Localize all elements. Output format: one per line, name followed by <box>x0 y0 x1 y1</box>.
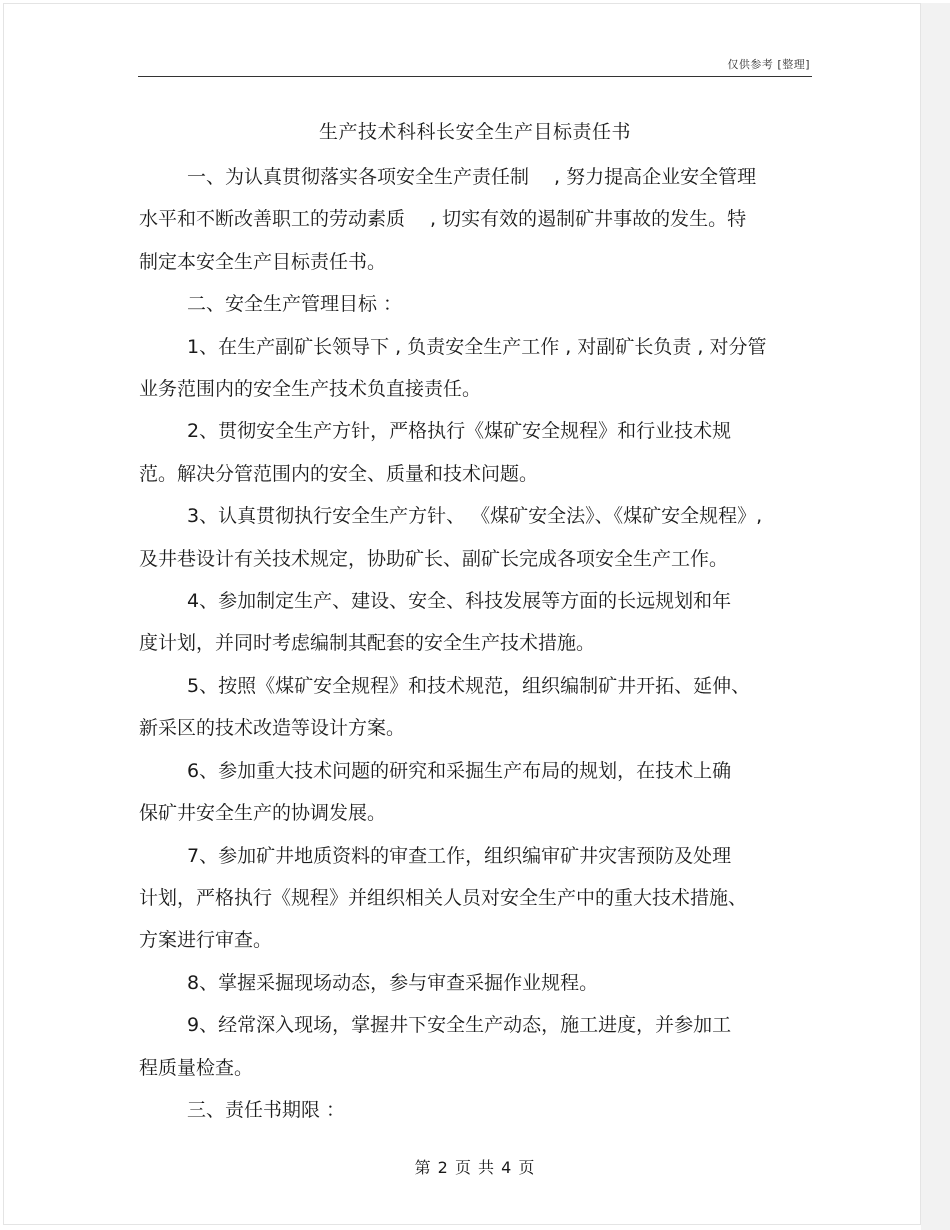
body-line: 程质量检查。 <box>139 1056 254 1079</box>
body-line: 1、在生产副矿长领导下 , 负责安全生产工作 , 对副矿长负责 , 对分管 <box>187 335 767 358</box>
body-line: 方案进行审查。 <box>139 929 273 952</box>
body-line: 度计划，并同时考虑编制其配套的安全生产技术措施。 <box>139 632 596 655</box>
body-line: 二、安全生产管理目标 ： <box>187 293 403 316</box>
document-title: 生产技术科科长安全生产目标责任书 <box>318 121 631 143</box>
body-line: 及井巷设计有关技术规定，协助矿长、副矿长完成各项安全生产工作。 <box>139 547 729 570</box>
body-line: 业务范围内的安全生产技术负直接责任。 <box>139 378 482 401</box>
body-line: 一、为认真贯彻落实各项安全生产责任制 , 努力提高企业安全管理 <box>187 166 757 188</box>
header-rule <box>138 76 812 77</box>
document-body <box>139 156 819 1131</box>
page-margin-shadow <box>921 3 950 1230</box>
body-line: 7、参加矿井地质资料的审查工作，组织编审矿井灾害预防及处理 <box>187 844 732 867</box>
body-line: 制定本安全生产目标责任书。 <box>139 250 387 273</box>
body-line: 水平和不断改善职工的劳动素质 , 切实有效的遏制矿井事故的发生。特 <box>139 208 747 231</box>
body-line: 2、贯彻安全生产方针，严格执行《煤矿安全规程》和行业技术规 <box>187 420 732 443</box>
body-line: 5、按照《煤矿安全规程》和技术规范，组织编制矿井开拓、延伸、 <box>187 674 751 697</box>
body-line: 3、认真贯彻执行安全生产方针、 《煤矿安全法》、《煤矿安全规程》, <box>187 505 763 528</box>
body-line: 新采区的技术改造等设计方案。 <box>139 717 406 740</box>
body-line: 8、掌握采掘现场动态，参与审查采掘作业规程。 <box>187 971 599 994</box>
body-line: 4、参加制定生产、建设、安全、科技发展等方面的长远规划和年 <box>187 590 732 613</box>
body-line: 9、经常深入现场，掌握井下安全生产动态，施工进度，并参加工 <box>187 1014 732 1037</box>
body-line: 保矿井安全生产的协调发展。 <box>139 802 387 825</box>
body-line: 6、参加重大技术问题的研究和采掘生产布局的规划，在技术上确 <box>187 759 732 782</box>
body-line: 计划，严格执行《规程》并组织相关人员对安全生产中的重大技术措施、 <box>139 886 748 909</box>
body-line: 三、责任书期限 ： <box>187 1098 346 1121</box>
page-footer: 第 2 页 共 4 页 <box>414 1158 536 1177</box>
body-line: 范。解决分管范围内的安全、质量和技术问题。 <box>139 462 539 485</box>
header-note: 仅供参考 [整理] <box>727 58 810 71</box>
